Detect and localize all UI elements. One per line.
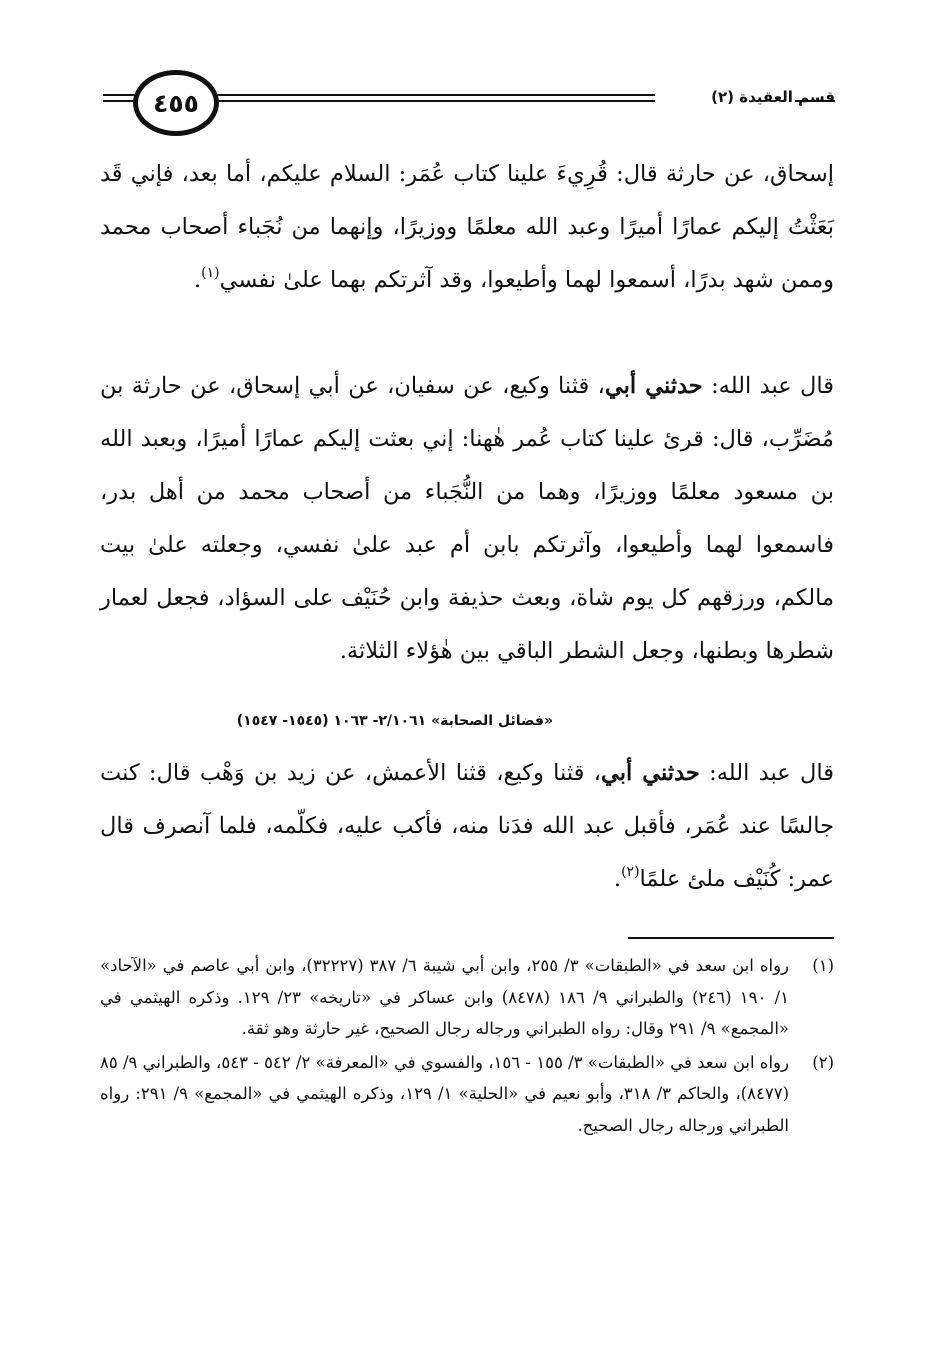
header-rule-left <box>103 100 135 102</box>
header-rule-middle <box>205 100 655 102</box>
footnote-1 <box>100 950 834 1045</box>
footnotes <box>100 950 834 1143</box>
footnote-number: (٢) <box>812 1052 834 1072</box>
footnote-marker: (١) <box>201 265 220 281</box>
paragraph-bold: حدثني أبي <box>600 760 700 786</box>
paragraph-text: إسحاق، عن حارثة قال: قُرِيءَ علينا كتاب عُمَر: السلام عليكم، أما بعد، فإني قَد بَعَثْتُ إليكم عمارًا أميرًا وعبد الله معلمًا ووزيرًا، وإنهما من نُجَباء أصحاب محمد وممن شهد بدرًا، أسمعوا لهما وأطيعوا، وقد آثرتكم بهما علىٰ نفسي <box>100 161 834 293</box>
footnote-text: رواه ابن سعد في «الطبقات» ٣/ ١٥٥ - ١٥٦، والفسوي في «المعرفة» ٢/ ٥٤٢ - ٥٤٣، والطبراني ٩/ ٨٥ (٨٤٧٧)، والحاكم ٣/ ٣١٨، وأبو نعيم في «الحلية» ١/ ١٢٩، وذكره الهيثمي في «المجمع» ٩/ ٢٩١: رواه الطبراني ورجاله رجال الصحيح. <box>100 1052 789 1135</box>
paragraph-lead: قال عبد الله: <box>699 760 835 786</box>
paragraph-text: ، قثنا وكيع، قثنا الأعمش، عن زيد بن وَهْب قال: كنت جالسًا عند عُمَر، فأقبل عبد الله فدَنا منه، فأكب عليه، فكلّمه، فلما آنصرف قال عمر: كُنَيْف ملئ علمًا <box>100 760 834 892</box>
header-rule-middle <box>205 94 655 96</box>
paragraph-lead: قال عبد الله: <box>702 373 835 399</box>
footnote-text: رواه ابن سعد في «الطبقات» ٣/ ٢٥٥، وابن أبي شيبة ٦/ ٣٨٧ (٣٢٢٢٧)، وابن أبي عاصم في «الآحاد» ١/ ١٩٠ (٢٤٦) والطبراني ٩/ ١٨٦ (٨٤٧٨) وابن عساكر في «تاريخه» ٢٣/ ١٢٩. وذكره الهيثمي في «المجمع» ٩/ ٢٩١ وقال: رواه الطبراني ورجاله رجال الصحيح، غير حارثة وهو ثقة. <box>100 956 790 1038</box>
footnote-number: (١) <box>812 956 834 975</box>
paragraph-end: . <box>613 866 622 892</box>
page-number-badge <box>133 70 219 136</box>
paragraph-bold: حدثني أبي <box>604 373 703 399</box>
source-citation: «فضائل الصحابة» ٢/١٠٦١- ١٠٦٣ (١٥٤٥- ١٥٤٧) <box>236 713 553 729</box>
running-head: قسم العقيدة (٢) <box>711 88 835 106</box>
paragraph-2 <box>100 360 834 678</box>
footnote-2 <box>100 1047 834 1142</box>
footnote-marker: (٢) <box>621 864 640 880</box>
paragraph-3 <box>100 747 834 906</box>
paragraph-text: ، قثنا وكيع، عن سفيان، عن أبي إسحاق، عن حارثة بن مُضَرِّب، قال: قرئ علينا كتاب عُمر هٰهنا: إني بعثت إليكم عمارًا أميرًا، وبعبد الله بن مسعود معلمًا ووزيرًا، وهما من النُّجَباء من أصحاب محمد من أهل بدر، فاسمعوا لهما وأطيعوا، وآثرتكم بابن أم عبد علىٰ نفسي، وجعلته علىٰ بيت مالكم، ورزقهم كل يوم شاة، وبعث حذيفة وابن حُنَيْف على السؤاد، فجعل لعمار شطرها وبطنها، وجعل الشطر الباقي بين هٰؤلاء الثلاثة. <box>100 373 834 664</box>
paragraph-1 <box>100 148 834 307</box>
footnote-divider <box>628 937 834 939</box>
header-rule-left <box>103 94 135 96</box>
page-number: ٤٥٥ <box>153 88 199 118</box>
paragraph-end: . <box>193 267 202 293</box>
